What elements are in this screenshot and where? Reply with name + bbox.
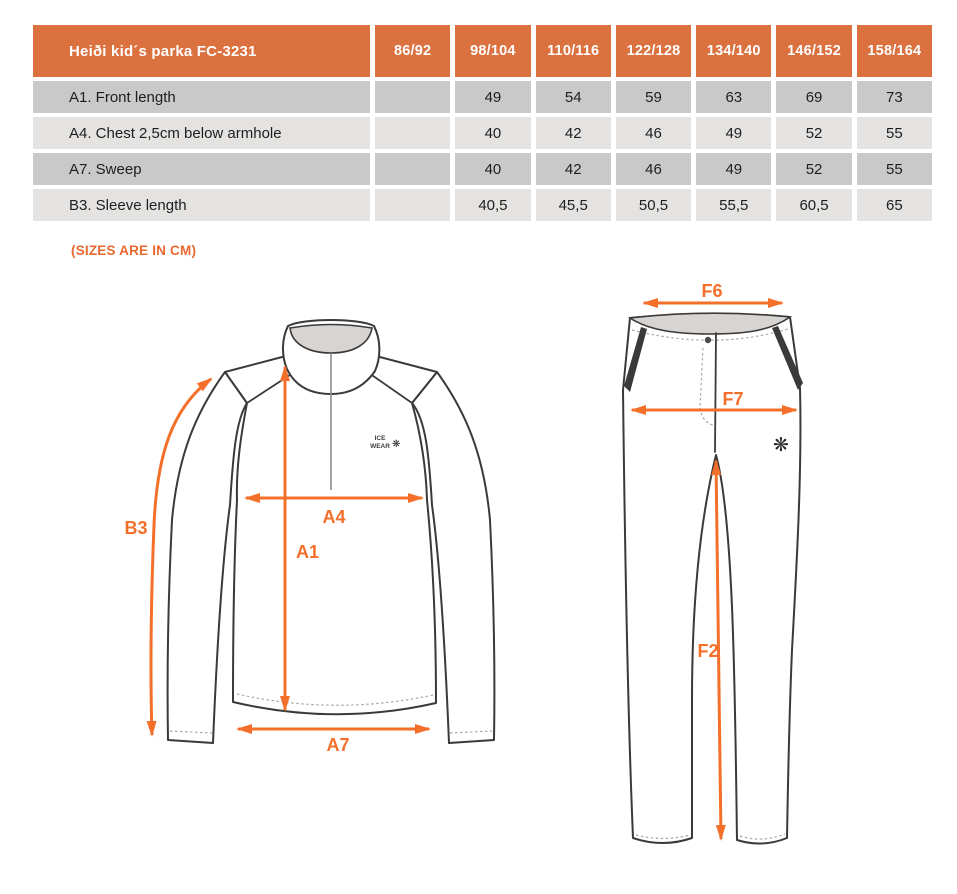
size-column-header: 98/104 <box>455 25 530 77</box>
logo-text-line1: ICE <box>374 435 386 442</box>
measure-label-b3: B3 <box>124 518 148 538</box>
measure-label-a1: A1 <box>296 542 320 562</box>
size-value-cell: 55 <box>857 153 932 185</box>
size-value-cell: 42 <box>536 153 611 185</box>
measure-label-f2: F2 <box>697 641 719 661</box>
measure-label-f7: F7 <box>722 389 744 409</box>
size-value-cell: 49 <box>696 117 771 149</box>
size-value-cell: 52 <box>776 117 851 149</box>
row-label: B3. Sleeve length <box>33 189 370 221</box>
size-table <box>33 25 932 221</box>
size-value-cell: 54 <box>536 81 611 113</box>
pants-outline <box>623 314 800 844</box>
size-value-cell: 69 <box>776 81 851 113</box>
jacket-diagram <box>124 320 494 755</box>
snowflake-icon: ❋ <box>773 434 789 456</box>
size-value-cell: 63 <box>696 81 771 113</box>
size-column-header: 122/128 <box>616 25 691 77</box>
size-column-header: 86/92 <box>375 25 450 77</box>
size-column-header: 146/152 <box>776 25 851 77</box>
size-value-cell: 40 <box>455 153 530 185</box>
size-column-header: 134/140 <box>696 25 771 77</box>
size-value-cell: 40,5 <box>455 189 530 221</box>
pants-fly <box>715 333 716 452</box>
pants-diagram <box>623 281 803 844</box>
row-label: A4. Chest 2,5cm below armhole <box>33 117 370 149</box>
size-value-cell: 59 <box>616 81 691 113</box>
size-value-cell <box>375 81 450 113</box>
size-column-header: 110/116 <box>536 25 611 77</box>
logo-text-line2: WEAR <box>370 443 390 450</box>
units-note: (SIZES ARE IN CM) <box>71 243 197 258</box>
row-label: A1. Front length <box>33 81 370 113</box>
size-value-cell: 49 <box>455 81 530 113</box>
size-value-cell: 40 <box>455 117 530 149</box>
measure-label-a4: A4 <box>322 507 346 527</box>
pants-button <box>705 337 711 343</box>
size-value-cell <box>375 153 450 185</box>
size-value-cell: 73 <box>857 81 932 113</box>
size-value-cell: 60,5 <box>776 189 851 221</box>
size-value-cell: 65 <box>857 189 932 221</box>
size-value-cell: 45,5 <box>536 189 611 221</box>
size-value-cell: 49 <box>696 153 771 185</box>
size-column-header: 158/164 <box>857 25 932 77</box>
measure-label-a7: A7 <box>326 735 350 755</box>
size-value-cell: 50,5 <box>616 189 691 221</box>
measurement-diagrams <box>0 270 957 894</box>
size-value-cell <box>375 189 450 221</box>
logo-snowflake-icon: ❋ <box>392 439 401 450</box>
table-title: Heiði kid´s parka FC-3231 <box>33 25 370 77</box>
size-value-cell: 42 <box>536 117 611 149</box>
size-value-cell: 46 <box>616 117 691 149</box>
row-label: A7. Sweep <box>33 153 370 185</box>
size-value-cell: 46 <box>616 153 691 185</box>
size-value-cell: 55 <box>857 117 932 149</box>
size-value-cell <box>375 117 450 149</box>
size-value-cell: 52 <box>776 153 851 185</box>
size-value-cell: 55,5 <box>696 189 771 221</box>
measure-label-f6: F6 <box>701 281 723 301</box>
